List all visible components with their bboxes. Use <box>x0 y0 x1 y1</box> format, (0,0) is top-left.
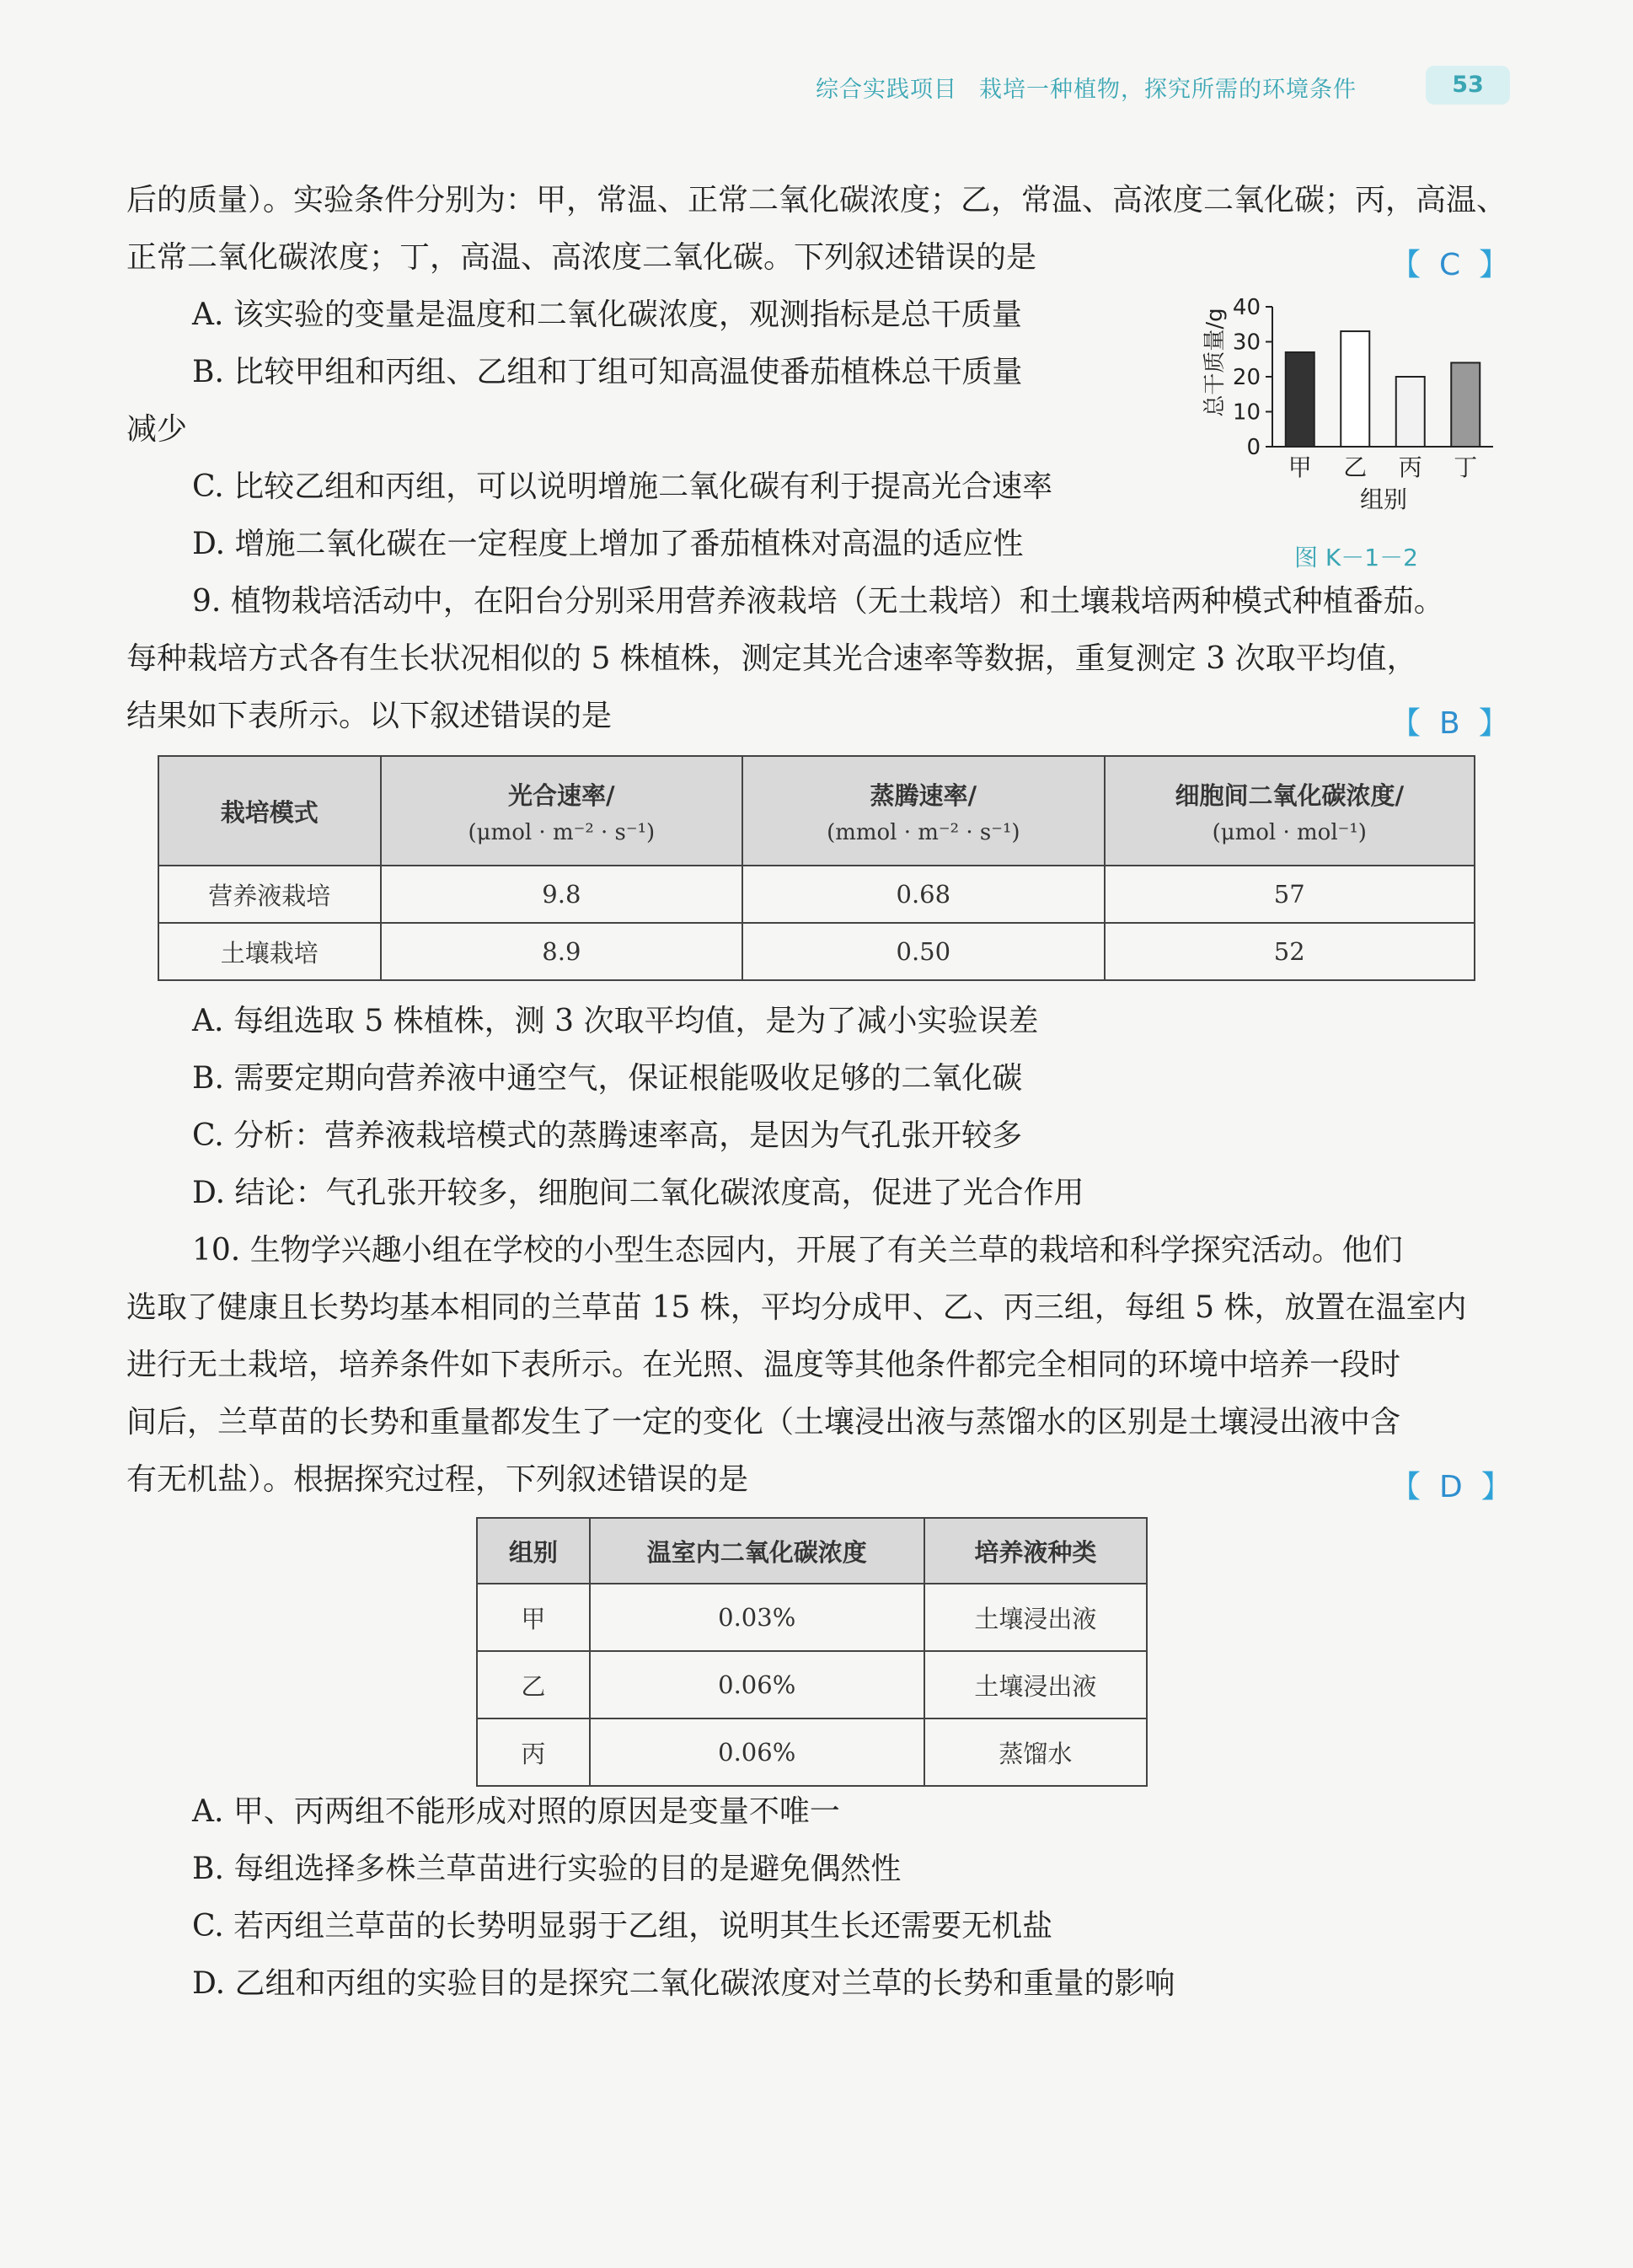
table-cell: 57 <box>1105 866 1475 923</box>
page-number: 53 <box>1426 66 1510 105</box>
q10-stem-line3: 进行无土栽培，培养条件如下表所示。在光照、温度等其他条件都完全相同的环境中培养一段时 <box>126 1348 1401 1382</box>
q10-option-b: B. 每组选择多株兰草苗进行实验的目的是避免偶然性 <box>192 1852 902 1886</box>
q8-option-c: C. 比较乙组和丙组，可以说明增施二氧化碳有利于提高光合速率 <box>192 469 1053 504</box>
table-cell: 8.9 <box>381 923 742 980</box>
unit-co2: (μmol · mol⁻¹) <box>1212 819 1367 845</box>
table-cell: 0.50 <box>742 923 1104 980</box>
table-cell: 9.8 <box>381 866 742 923</box>
table-cell: 0.68 <box>742 866 1104 923</box>
q10-option-d: D. 乙组和丙组的实验目的是探究二氧化碳浓度对兰草的长势和重量的影响 <box>192 1966 1175 2001</box>
table-row <box>477 1651 1147 1718</box>
unit-photosynthesis: (μmol · m⁻² · s⁻¹) <box>468 819 656 845</box>
q10-option-a: A. 甲、丙两组不能形成对照的原因是变量不唯一 <box>192 1794 840 1829</box>
q9-option-b: B. 需要定期向营养液中通空气，保证根能吸收足够的二氧化碳 <box>192 1061 1023 1096</box>
chart-bar <box>1451 362 1480 447</box>
table-cell: 0.06% <box>590 1718 924 1786</box>
header-subtitle: 栽培一种植物，探究所需的环境条件 <box>979 77 1357 103</box>
q10-answer-letter: D <box>1439 1470 1463 1504</box>
chart-category-label: 甲 <box>1288 453 1312 481</box>
header-cultivation-mode: 栽培模式 <box>158 756 381 866</box>
q8-stem-line1: 后的质量）。实验条件分别为：甲，常温、正常二氧化碳浓度；乙，常温、高浓度二氧化碳；丙，高温、 <box>126 183 1507 217</box>
chart-category-label: 乙 <box>1343 453 1368 481</box>
q10-table <box>476 1517 1148 1787</box>
header-intercellular-co2: 细胞间二氧化碳浓度/ (μmol · mol⁻¹) <box>1105 756 1475 866</box>
table-cell: 丙 <box>477 1718 590 1786</box>
q9-stem-line1: 9. 植物栽培活动中，在阳台分别采用营养液栽培（无土栽培）和土壤栽培两种模式种植番茄。 <box>192 584 1444 619</box>
table-row <box>158 923 1475 980</box>
chart-bar <box>1286 352 1314 447</box>
chart-ylabel: 总干质量/g <box>1202 308 1228 417</box>
header-greenhouse-co2: 温室内二氧化碳浓度 <box>590 1518 924 1584</box>
table-cell: 土壤浸出液 <box>924 1651 1147 1718</box>
q9-option-d: D. 结论：气孔张开较多，细胞间二氧化碳浓度高，促进了光合作用 <box>192 1176 1084 1210</box>
q8-option-a: A. 该实验的变量是温度和二氧化碳浓度，观测指标是总干质量 <box>192 298 1022 332</box>
q9-stem-line3: 结果如下表所示。以下叙述错误的是 <box>126 699 613 733</box>
table-cell: 乙 <box>477 1651 590 1718</box>
q10-option-c: C. 若丙组兰草苗的长势明显弱于乙组，说明其生长还需要无机盐 <box>192 1909 1053 1944</box>
q10-stem-line4: 间后，兰草苗的长势和重量都发生了一定的变化（土壤浸出液与蒸馏水的区别是土壤浸出液中含 <box>126 1405 1401 1440</box>
table-cell: 土壤浸出液 <box>924 1584 1147 1651</box>
q10-answer: 【 D 】 <box>1390 1470 1512 1504</box>
table-row <box>477 1584 1147 1651</box>
chart-category-label: 丁 <box>1454 453 1478 481</box>
chart-ytick-label: 40 <box>1232 295 1261 320</box>
q8-answer: 【 C 】 <box>1390 248 1510 282</box>
q8-option-d: D. 增施二氧化碳在一定程度上增加了番茄植株对高温的适应性 <box>192 527 1024 561</box>
q9-stem-line2: 每种栽培方式各有生长状况相似的 5 株植株，测定其光合速率等数据，重复测定 3 次取平均值， <box>126 641 1417 676</box>
chart-ytick-label: 0 <box>1246 435 1261 460</box>
table-cell: 蒸馏水 <box>924 1718 1147 1786</box>
chart-ytick-label: 10 <box>1232 399 1261 426</box>
table-cell: 0.03% <box>590 1584 924 1651</box>
chart-bar <box>1396 377 1425 447</box>
q8-stem-line2: 正常二氧化碳浓度；丁，高温、高浓度二氧化碳。下列叙述错误的是 <box>126 240 1037 275</box>
q9-option-c: C. 分析：营养液栽培模式的蒸腾速率高，是因为气孔张开较多 <box>192 1118 1023 1153</box>
table-cell: 0.06% <box>590 1651 924 1718</box>
q10-stem-line5: 有无机盐）。根据探究过程，下列叙述错误的是 <box>126 1462 749 1497</box>
table-cell: 52 <box>1105 923 1475 980</box>
header-section: 综合实践项目 <box>816 77 957 103</box>
q9-answer: 【 B 】 <box>1390 706 1509 741</box>
q10-stem-line1: 10. 生物学兴趣小组在学校的小型生态园内，开展了有关兰草的栽培和科学探究活动。他们 <box>192 1233 1403 1268</box>
header-group: 组别 <box>477 1518 590 1584</box>
q10-stem-line2: 选取了健康且长势均基本相同的兰草苗 15 株，平均分成甲、乙、丙三组，每组 5 株，放置在温室内 <box>126 1290 1467 1325</box>
chart-bar <box>1341 331 1369 447</box>
chart-xlabel: 组别 <box>1359 485 1408 513</box>
table-cell: 甲 <box>477 1584 590 1651</box>
unit-transpiration: (mmol · m⁻² · s⁻¹) <box>827 819 1020 845</box>
table-cell: 营养液栽培 <box>158 866 381 923</box>
q9-table <box>158 755 1475 981</box>
header-transpiration-rate: 蒸腾速率/ (mmol · m⁻² · s⁻¹) <box>742 756 1104 866</box>
table-row <box>158 866 1475 923</box>
table-cell: 土壤栽培 <box>158 923 381 980</box>
q9-option-a: A. 每组选取 5 株植株，测 3 次取平均值，是为了减小实验误差 <box>192 1004 1039 1038</box>
running-header <box>816 71 1357 104</box>
chart-ytick-label: 30 <box>1232 330 1261 356</box>
header-culture-solution: 培养液种类 <box>924 1518 1147 1584</box>
chart-ytick-label: 20 <box>1232 365 1261 390</box>
bar-chart <box>1188 295 1525 548</box>
q8-answer-letter: C <box>1439 248 1461 282</box>
header-photosynthesis-rate: 光合速率/ (μmol · m⁻² · s⁻¹) <box>381 756 742 866</box>
q9-answer-letter: B <box>1439 706 1460 741</box>
table-header-row <box>158 756 1475 866</box>
figure-caption: 图 K－1－2 <box>1294 544 1418 571</box>
q8-option-b-cont: 减少 <box>126 412 188 447</box>
table-row <box>477 1718 1147 1786</box>
table-header-row <box>477 1518 1147 1584</box>
q8-option-b: B. 比较甲组和丙组、乙组和丁组可知高温使番茄植株总干质量 <box>192 355 1023 389</box>
chart-category-label: 丙 <box>1398 453 1422 481</box>
